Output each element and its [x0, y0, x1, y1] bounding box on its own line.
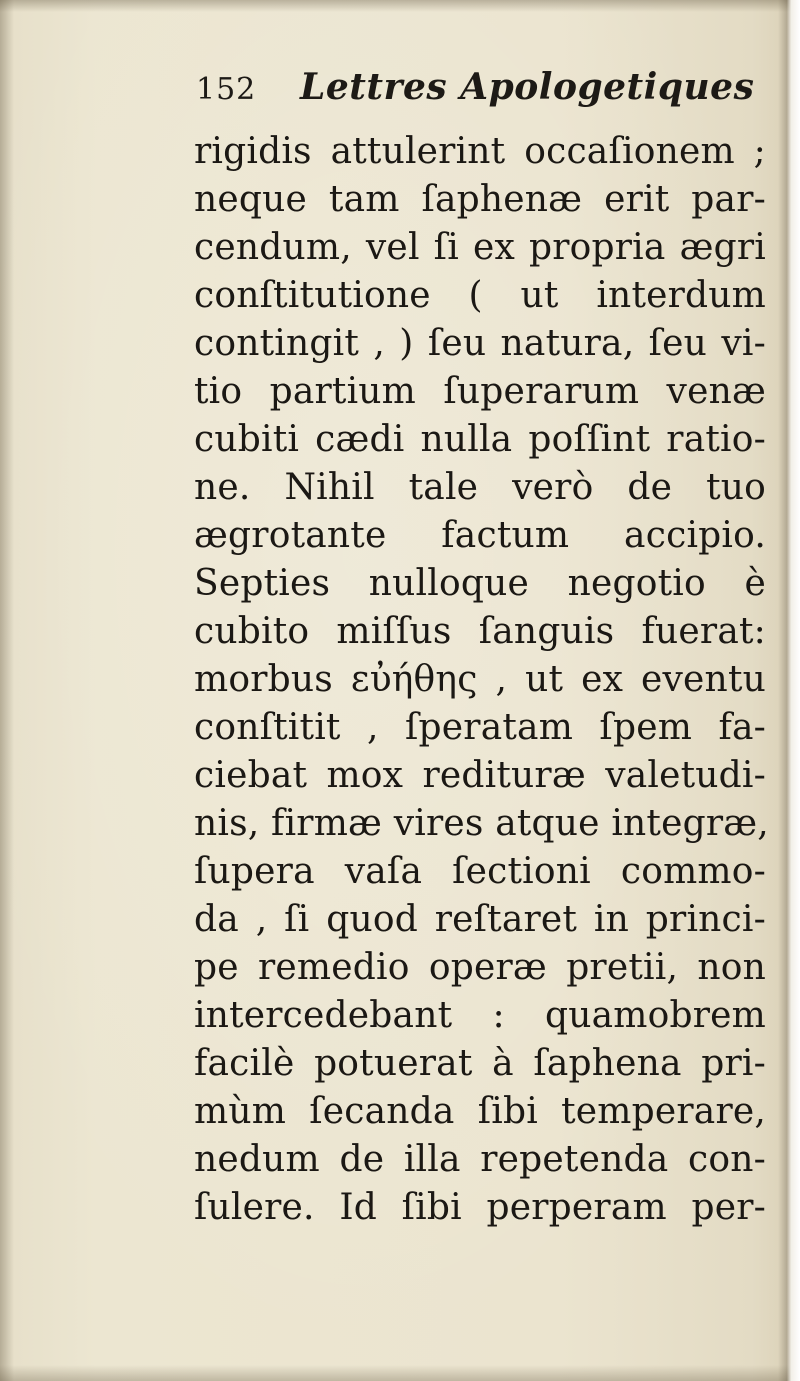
page-right-edge: [778, 0, 800, 1381]
running-title: Lettres Apologetiques: [300, 66, 755, 108]
body-text: [194, 128, 769, 1232]
text-line: tio partium ſuperarum venæ: [194, 371, 766, 412]
text-line: da , ſi quod reſtaret in princi-: [194, 899, 766, 940]
text-line: neque tam ſaphenæ erit par-: [194, 179, 766, 220]
text-line: pe remedio operæ pretii, non: [194, 947, 766, 988]
text-line: Septies nulloque negotio è: [194, 563, 766, 604]
text-line: cendum, vel ſi ex propria ægri: [194, 227, 766, 268]
text-line: ne. Nihil tale verò de tuo: [194, 467, 766, 508]
text-line: ſupera vaſa ſectioni commo-: [194, 851, 766, 892]
text-line: nis, firmæ vires atque integræ,: [194, 803, 769, 844]
text-line: rigidis attulerint occaſionem ;: [194, 131, 766, 172]
text-line: conſtitutione ( ut interdum: [194, 275, 766, 316]
page-number: 152: [196, 72, 257, 107]
text-line: ciebat mox redituræ valetudi-: [194, 755, 766, 796]
text-line: mùm ſecanda ſibi temperare,: [194, 1091, 766, 1132]
page-top-shadow: [0, 0, 800, 12]
text-line: facilè potuerat à ſaphena pri-: [194, 1043, 766, 1084]
text-line: ægrotante factum accipio.: [194, 515, 766, 556]
running-head: [196, 66, 756, 122]
page-left-shadow: [0, 0, 14, 1381]
text-line: contingit , ) ſeu natura, ſeu vi-: [194, 323, 766, 364]
page-bottom-shadow: [0, 1365, 800, 1381]
text-line: conſtitit , ſperatam ſpem fa-: [194, 707, 766, 748]
text-line: cubito miſſus ſanguis fuerat:: [194, 611, 766, 652]
text-line: nedum de illa repetenda con-: [194, 1139, 766, 1180]
text-line: morbus εὐήθης , ut ex eventu: [194, 659, 766, 700]
text-line: ſulere. Id ſibi perperam per-: [194, 1187, 766, 1228]
text-line: cubiti cædi nulla poſſint ratio-: [194, 419, 766, 460]
text-line: intercedebant : quamobrem: [194, 995, 766, 1036]
